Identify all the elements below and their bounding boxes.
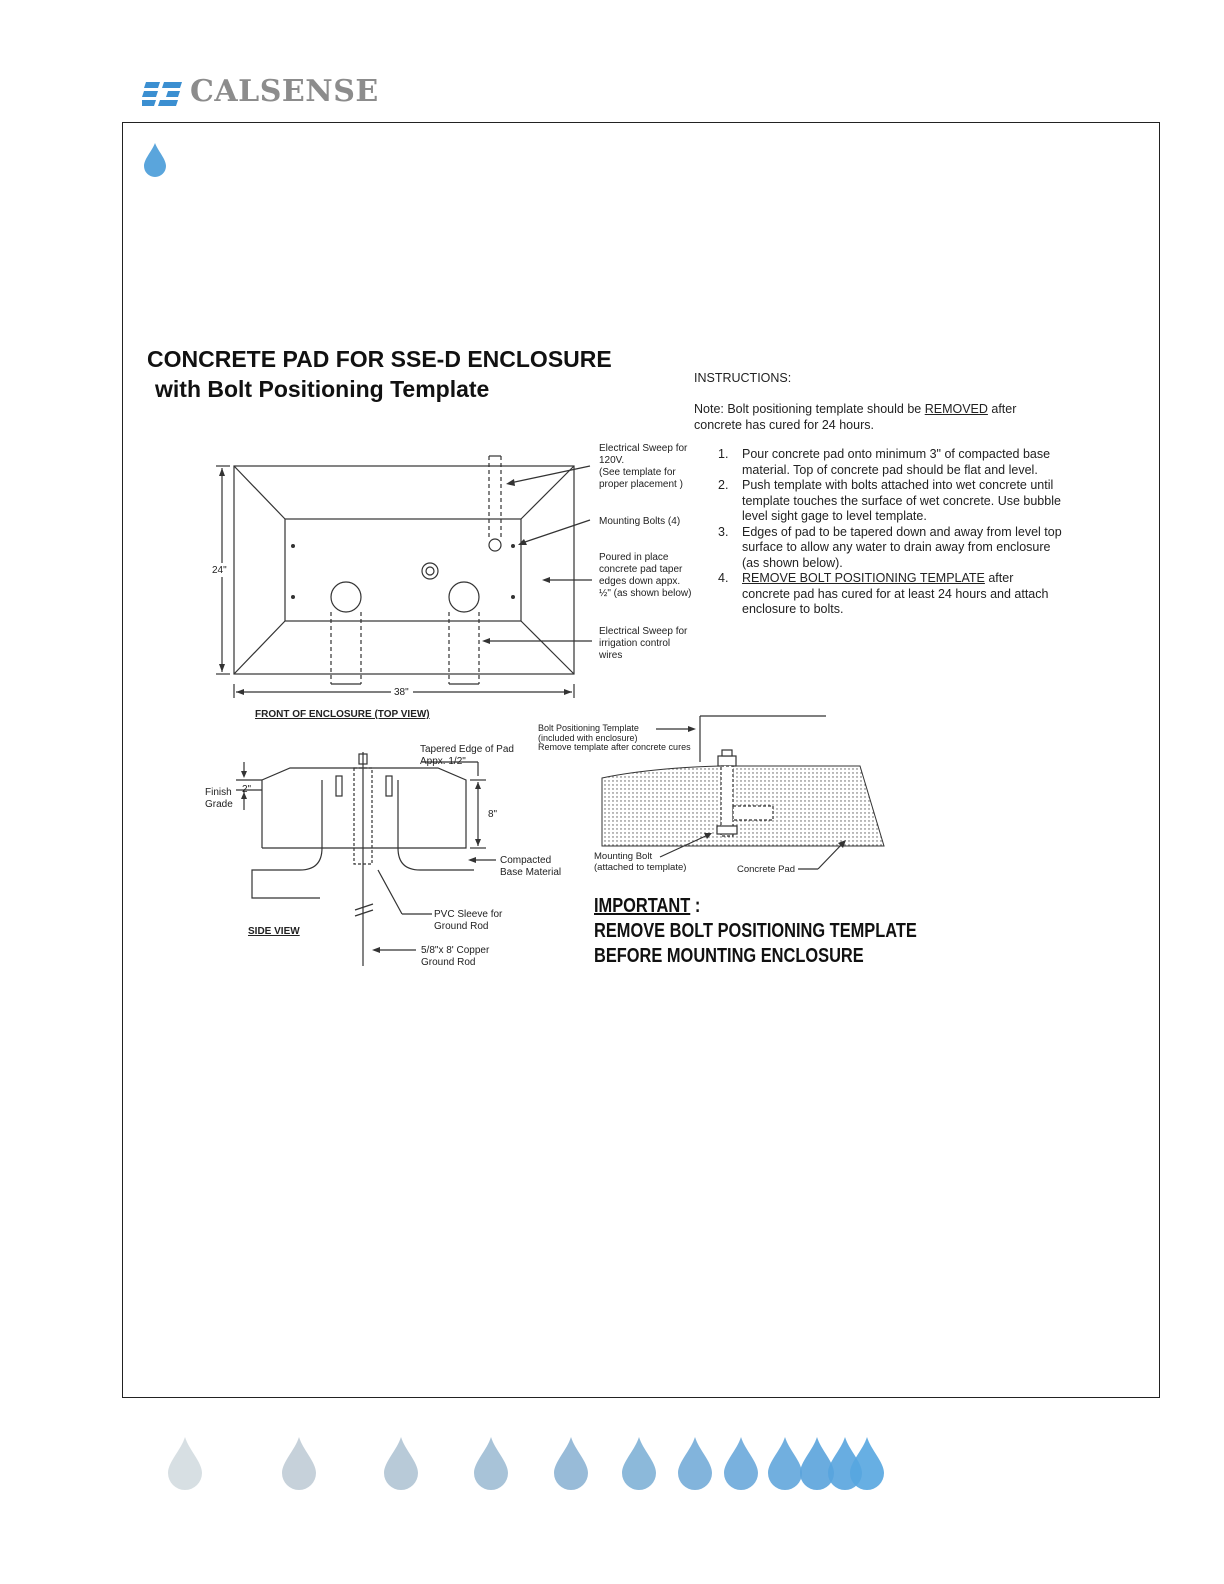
tapered-edge-label (420, 744, 514, 768)
dim-width-label: 38" (394, 687, 409, 698)
important-heading: IMPORTANT (594, 895, 691, 917)
top-view-caption: FRONT OF ENCLOSURE (TOP VIEW) (255, 709, 430, 720)
mounting-bolt-label (594, 852, 686, 873)
water-drop-icon (280, 1436, 318, 1492)
label-line: Concrete Pad (737, 864, 796, 875)
compacted-base-label (500, 855, 561, 879)
callout-mounting-bolts (599, 516, 680, 528)
callout-poured-pad (599, 552, 691, 600)
step-emphasis: REMOVE BOLT POSITIONING TEMPLATE (742, 571, 985, 585)
label-line: Tapered Edge of Pad (420, 744, 514, 755)
label-line: (included with enclosure) (538, 732, 638, 743)
page-title: CONCRETE PAD FOR SSE-D ENCLOSURE (147, 346, 612, 372)
label-line: Base Material (500, 867, 562, 878)
instructions-heading: INSTRUCTIONS: (694, 371, 792, 385)
step-text: Push template with bolts attached into wet concrete until template touches the surface of wet concrete. Use bubble level sight gage to level template. (742, 478, 1061, 523)
important-notice (594, 894, 917, 969)
dim-2-label: 2" (242, 784, 252, 795)
callout-line: edges down appx. (599, 576, 681, 587)
instruction-step (718, 447, 1064, 478)
step-text: after concrete pad has cured for at least 24 hours and attach enclosure to bolts. (742, 571, 1049, 616)
callout-line: irrigation control (599, 638, 671, 649)
concrete-pad-label (737, 864, 795, 876)
callout-line: proper placement ) (599, 479, 683, 490)
important-line: REMOVE BOLT POSITIONING TEMPLATE (594, 920, 917, 942)
label-line: Ground Rod (421, 957, 476, 968)
water-drop-icon (722, 1436, 760, 1492)
label-line: Ground Rod (434, 921, 489, 932)
water-drop-icon (848, 1436, 886, 1492)
label-line: 5/8"x 8' Copper (421, 945, 490, 956)
callout-line: 120V. (599, 455, 625, 466)
instructions-note (694, 402, 1054, 433)
label-line: PVC Sleeve for (434, 909, 503, 920)
step-number: 2. (718, 478, 729, 492)
callout-line: Electrical Sweep for (599, 443, 688, 454)
label-line: Compacted (500, 855, 552, 866)
label-line: (attached to template) (594, 861, 687, 873)
callout-sweep-120v (599, 443, 687, 491)
water-drop-icon (472, 1436, 510, 1492)
label-line: Appx. 1/2" (420, 756, 466, 767)
callout-line: Poured in place (599, 552, 669, 563)
water-drop-icon (166, 1436, 204, 1492)
label-line: Finish (205, 787, 232, 798)
water-drop-icon (382, 1436, 420, 1492)
step-number: 4. (718, 571, 729, 585)
callout-line: concrete pad taper (599, 564, 683, 575)
water-drop-icon (676, 1436, 714, 1492)
water-drop-icon (142, 142, 168, 178)
callout-line: Mounting Bolts (4) (599, 516, 681, 527)
label-line: Mounting Bolt (594, 851, 653, 862)
pvc-sleeve-label (434, 909, 502, 933)
label-line: Bolt Positioning Template (538, 723, 639, 733)
instruction-step (718, 478, 1064, 525)
important-colon: : (690, 895, 701, 917)
side-view-drawing (200, 740, 540, 980)
instruction-step (718, 524, 1064, 572)
brand-name: CALSENSE (190, 74, 379, 109)
step-text: Pour concrete pad onto minimum 3" of compacted base material. Top of concrete pad should be flat and level. (742, 447, 1051, 477)
step-number: 3. (718, 524, 729, 539)
callout-line: Electrical Sweep for (599, 626, 688, 637)
template-label (538, 724, 691, 753)
water-drop-icon (552, 1436, 590, 1492)
label-line: Remove template after concrete cures (538, 742, 691, 752)
instruction-steps (694, 447, 1064, 618)
callout-line: (See template for (599, 467, 676, 478)
side-view-caption: SIDE VIEW (248, 926, 300, 937)
water-drop-icon (620, 1436, 658, 1492)
note-emphasis: REMOVED (924, 402, 988, 416)
page-subtitle: with Bolt Positioning Template (155, 376, 490, 402)
dim-height-label: 24" (212, 565, 227, 576)
instruction-step (718, 571, 1064, 618)
label-line: Grade (205, 799, 233, 810)
finish-grade-label (205, 787, 233, 811)
step-number: 1. (718, 447, 729, 461)
step-text: Edges of pad to be tapered down and away from level top surface to allow any water to drain away from enclosure (as shown below). (742, 524, 1062, 570)
important-line: BEFORE MOUNTING ENCLOSURE (594, 945, 864, 967)
note-text-end: after concrete has cured for 24 hours. (694, 402, 1017, 432)
callout-line: wires (599, 650, 623, 661)
copper-rod-label (421, 945, 489, 969)
callout-line: ½" (as shown below) (599, 588, 692, 599)
callout-sweep-irrigation (599, 626, 687, 662)
dim-8-label: 8" (488, 809, 498, 820)
note-text: Note: Bolt positioning template should be (694, 402, 925, 416)
